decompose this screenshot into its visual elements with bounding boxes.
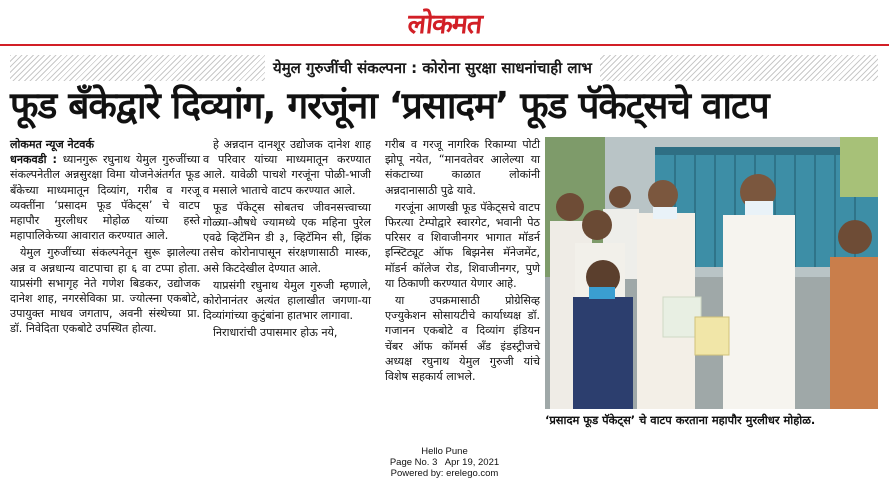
article-paragraph: याप्रसंगी रघुनाथ येमुल गुरुजी म्हणाले, कोरोनानंतर अत्यंत हालाखीत जगणा-या दिव्यांगांच्या कुटुंबांना हातभार लागावा. — [203, 278, 371, 323]
article-paragraph: या उपक्रमासाठी प्रोग्रेसिव्ह एज्युकेशन सोसायटीचे कार्याध्यक्ष डॉ. गजानन एकबोटे व दिव्यांग इंडियन चेंबर ऑफ कॉमर्स अँड इंडस्ट्रीजचे अध्यक्ष रघुनाथ येमुल गुरुजी यांचे विशेष सहकार्य लाभले. — [385, 294, 540, 384]
article-paragraph: हे अन्नदान दानशूर उद्योजक दानेश शाह व परिवार यांच्या माध्यमातून करण्यात आले. यावेळी पाचशे गरजूंना पोळी-भाजी व मसाले भाताचे वाटप करण्यात आले. — [203, 138, 371, 197]
article-paragraph: फूड पॅकेट्‌स सोबतच जीवनसत्त्वाच्या गोळ्या-औषधे ज्यामध्ये एक महिना पुरेल एवढे व्हिटॅमिन डी ३, व्हिटॅमिन सी, झिंक तसेच कोरोनापासून संरक्षणासाठी मास्क, असे किटदेखील देण्यात आले. — [203, 200, 371, 275]
footer-powered-by: Powered by: erelego.com — [390, 468, 499, 479]
article-paragraph: गरजूंना आणखी फूड पॅकेट्‌सचे वाटप फिरत्या टेम्पोद्वारे स्वारगेट, भवानी पेठ परिसर व शिवाजीनगर भागात मॉडर्न इन्स्टिट्यूट ऑफ बिझनेस मॅनेजमेंट, मॉडर्न कॉलेज रोड, शिवाजीनगर, पुणे या ठिकाणी करण्यात येणार आहे. — [385, 200, 540, 290]
page-footer — [0, 446, 889, 479]
article-paragraph: गरीब व गरजू नागरिक रिकाम्या पोटी झोपू नयेत, “मानवतेवर आलेल्या या संकटाच्या काळात लोकांनी अन्नदानासाठी पुढे यावे. — [385, 138, 540, 197]
news-photo — [545, 137, 878, 409]
byline: लोकमत न्यूज नेटवर्क — [10, 138, 94, 151]
paragraph-text: ध्यानगुरू रघुनाथ येमुल गुरुजींच्या संकल्पनेतील अन्नसुरक्षा विमा योजनेअंतर्गत फूड बँकेच्या माध्यमातून दिव्यांग, गरीब व गरजू व्यक्तींना ‘प्रसादम फूड पॅकेट्‌स’ चे वाटप महापौर मुरलीधर मोहोळ यांच्या हस्ते महापालिकेच्या आवारात करण्यात आले. — [10, 153, 200, 243]
article-column-3 — [385, 137, 540, 386]
footer-page-date: Page No. 3 Apr 19, 2021 — [389, 457, 500, 468]
article-paragraph — [10, 152, 200, 243]
headline: फूड बँकेद्वारे दिव्यांग, गरजूंना ‘प्रसादम’ फूड पॅकेट्‌सचे वाटप — [10, 84, 769, 127]
masthead-rule — [0, 44, 889, 46]
masthead — [0, 0, 889, 44]
article-column-1 — [10, 137, 200, 339]
article-column-2 — [203, 137, 371, 343]
dateline: धनकवडी : — [10, 153, 57, 167]
newspaper-logo: लोकमत — [405, 8, 483, 40]
article-paragraph: येमुल गुरुजींच्या संकल्पनेतून सुरू झालेल्या अन्न व अन्नधान्य वाटपाचा हा ६ वा टप्पा होता. याप्रसंगी सभागृह नेते गणेश बिडकर, उद्योजक दानेश शाह, नगरसेविका प्रा. ज्योत्स्ना एकबोटे, उपायुक्त माधव जगताप, अवनी संस्थेच्या प्रा. डॉ. निवेदिता एकबोटे उपस्थित होत्या. — [10, 246, 200, 336]
article-paragraph: निराधारांची उपासमार होऊ नये, — [213, 326, 338, 340]
kicker: येमुल गुरुजींची संकल्पना : कोरोना सुरक्षा साधनांचाही लाभ — [265, 55, 600, 81]
photo-illustration — [545, 137, 878, 409]
footer-edition: Hello Pune — [421, 446, 468, 457]
photo-caption: ‘प्रसादम फूड पॅकेट्‌स’ चे वाटप करताना महापौर मुरलीधर मोहोळ. — [545, 413, 816, 427]
